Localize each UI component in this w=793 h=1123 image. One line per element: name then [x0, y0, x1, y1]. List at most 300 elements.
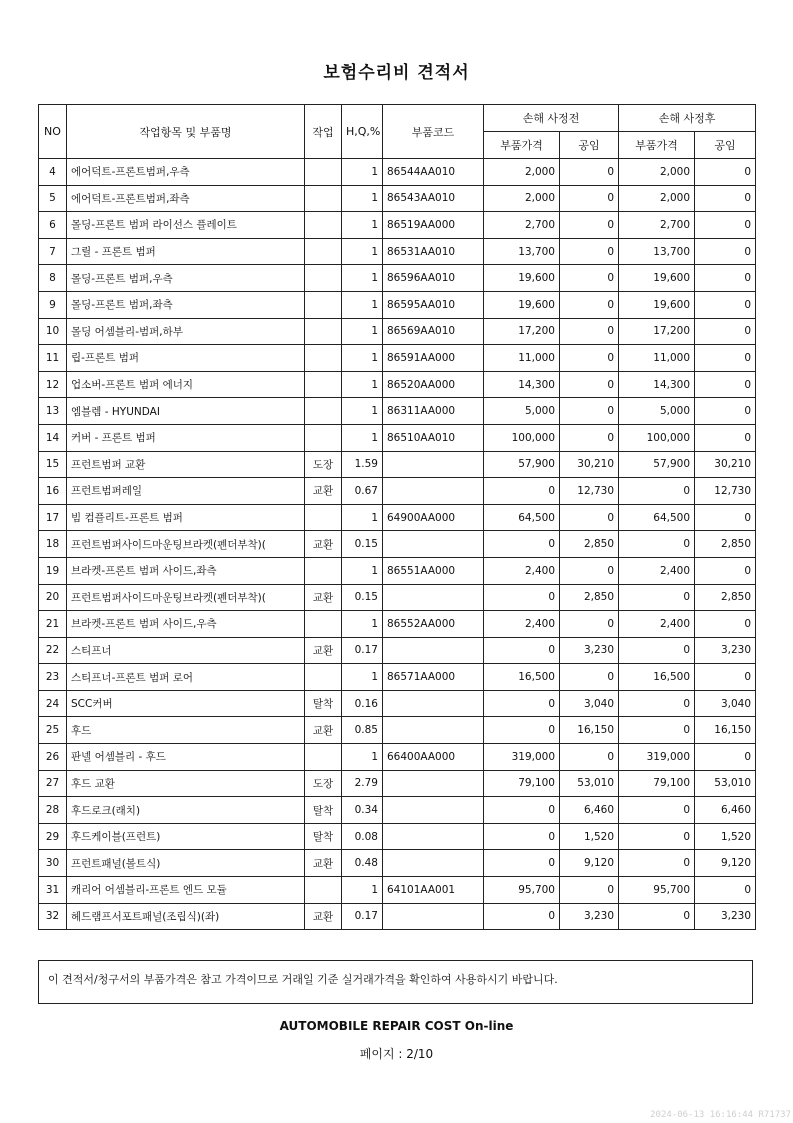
cell-item-name: 빔 컴플리트-프론트 범퍼	[67, 504, 305, 531]
cell-after-labor: 0	[695, 212, 756, 239]
cell-item-name: 후드케이블(프런트)	[67, 823, 305, 850]
cell-hq: 1	[342, 877, 383, 904]
cell-hq: 0.48	[342, 850, 383, 877]
cell-item-name: 몰딩-프론트 범퍼 라이선스 플레이트	[67, 212, 305, 239]
cell-hq: 1	[342, 424, 383, 451]
cell-before-parts-price: 0	[484, 717, 560, 744]
cell-hq: 0.67	[342, 478, 383, 505]
cell-before-labor: 0	[560, 424, 619, 451]
cell-before-labor: 0	[560, 557, 619, 584]
cell-item-name: 그릴 - 프론트 범퍼	[67, 238, 305, 265]
header-after-parts-price: 부품가격	[619, 132, 695, 159]
cell-before-labor: 1,520	[560, 823, 619, 850]
cell-part-code: 86543AA010	[383, 185, 484, 212]
cell-no: 7	[39, 238, 67, 265]
cell-before-labor: 9,120	[560, 850, 619, 877]
cell-no: 19	[39, 557, 67, 584]
cell-no: 6	[39, 212, 67, 239]
table-row	[39, 850, 756, 877]
cell-hq: 0.17	[342, 903, 383, 930]
cell-before-parts-price: 0	[484, 584, 560, 611]
cell-part-code: 86552AA000	[383, 611, 484, 638]
cell-before-labor: 12,730	[560, 478, 619, 505]
cell-no: 21	[39, 611, 67, 638]
cell-no: 24	[39, 690, 67, 717]
cell-item-name: 커버 - 프론트 범퍼	[67, 424, 305, 451]
cell-work-type	[305, 159, 342, 186]
cell-before-parts-price: 2,400	[484, 557, 560, 584]
cell-work-type	[305, 371, 342, 398]
cell-after-labor: 0	[695, 345, 756, 372]
cell-no: 8	[39, 265, 67, 292]
cell-before-parts-price: 0	[484, 531, 560, 558]
cell-before-labor: 30,210	[560, 451, 619, 478]
cell-item-name: 몰딩 어셈블리-범퍼,하부	[67, 318, 305, 345]
cell-after-parts-price: 19,600	[619, 265, 695, 292]
cell-hq: 0.85	[342, 717, 383, 744]
cell-part-code	[383, 797, 484, 824]
cell-before-parts-price: 0	[484, 478, 560, 505]
cell-part-code: 86595AA010	[383, 291, 484, 318]
cell-after-parts-price: 57,900	[619, 451, 695, 478]
cell-before-parts-price: 11,000	[484, 345, 560, 372]
table-row	[39, 637, 756, 664]
table-row	[39, 557, 756, 584]
cell-work-type: 도장	[305, 451, 342, 478]
cell-before-parts-price: 0	[484, 823, 560, 850]
cell-before-labor: 0	[560, 159, 619, 186]
cell-after-parts-price: 0	[619, 823, 695, 850]
cell-part-code	[383, 850, 484, 877]
cell-after-labor: 12,730	[695, 478, 756, 505]
cell-hq: 2.79	[342, 770, 383, 797]
table-row	[39, 424, 756, 451]
cell-before-labor: 0	[560, 185, 619, 212]
table-row	[39, 903, 756, 930]
cell-before-parts-price: 2,700	[484, 212, 560, 239]
cell-item-name: 판넬 어셈블리 - 후드	[67, 744, 305, 771]
cell-no: 13	[39, 398, 67, 425]
header-item: 작업항목 및 부품명	[67, 105, 305, 159]
cell-after-parts-price: 16,500	[619, 664, 695, 691]
cell-after-labor: 0	[695, 504, 756, 531]
table-row	[39, 371, 756, 398]
cell-before-parts-price: 64,500	[484, 504, 560, 531]
cell-after-labor: 3,230	[695, 637, 756, 664]
cell-no: 15	[39, 451, 67, 478]
cell-after-labor: 0	[695, 557, 756, 584]
cell-before-labor: 6,460	[560, 797, 619, 824]
header-hq: H,Q,%	[342, 105, 383, 159]
cell-work-type: 교환	[305, 478, 342, 505]
cell-after-parts-price: 0	[619, 478, 695, 505]
table-row	[39, 398, 756, 425]
cell-after-labor: 3,040	[695, 690, 756, 717]
cell-part-code	[383, 637, 484, 664]
header-after-labor: 공임	[695, 132, 756, 159]
cell-no: 22	[39, 637, 67, 664]
cell-after-parts-price: 2,400	[619, 611, 695, 638]
cell-no: 28	[39, 797, 67, 824]
cell-work-type	[305, 291, 342, 318]
cell-after-labor: 53,010	[695, 770, 756, 797]
header-code: 부품코드	[383, 105, 484, 159]
cell-work-type: 탈착	[305, 797, 342, 824]
cell-no: 32	[39, 903, 67, 930]
table-row	[39, 877, 756, 904]
header-before-group: 손해 사정전	[484, 105, 619, 132]
page-number: 페이지 : 2/10	[359, 1047, 434, 1061]
cell-no: 12	[39, 371, 67, 398]
cell-hq: 1	[342, 345, 383, 372]
cell-item-name: 스티프너	[67, 637, 305, 664]
cell-before-parts-price: 5,000	[484, 398, 560, 425]
cell-part-code	[383, 717, 484, 744]
cell-no: 14	[39, 424, 67, 451]
cell-hq: 1	[342, 318, 383, 345]
cell-before-labor: 0	[560, 504, 619, 531]
cell-before-labor: 16,150	[560, 717, 619, 744]
cell-part-code	[383, 903, 484, 930]
cell-after-labor: 2,850	[695, 531, 756, 558]
table-row	[39, 797, 756, 824]
cell-no: 18	[39, 531, 67, 558]
cell-hq: 1	[342, 185, 383, 212]
cell-before-labor: 53,010	[560, 770, 619, 797]
cell-after-parts-price: 64,500	[619, 504, 695, 531]
cell-hq: 0.16	[342, 690, 383, 717]
cell-before-labor: 0	[560, 744, 619, 771]
cell-no: 27	[39, 770, 67, 797]
cell-hq: 0.15	[342, 584, 383, 611]
table-row	[39, 238, 756, 265]
cell-before-labor: 0	[560, 265, 619, 292]
cell-part-code: 86544AA010	[383, 159, 484, 186]
cell-work-type	[305, 611, 342, 638]
cell-after-parts-price: 19,600	[619, 291, 695, 318]
cell-work-type: 도장	[305, 770, 342, 797]
cell-before-parts-price: 2,000	[484, 185, 560, 212]
cell-after-parts-price: 14,300	[619, 371, 695, 398]
table-row	[39, 504, 756, 531]
cell-item-name: 후드	[67, 717, 305, 744]
cell-after-labor: 0	[695, 159, 756, 186]
cell-hq: 1	[342, 664, 383, 691]
cell-part-code	[383, 770, 484, 797]
cell-after-labor: 0	[695, 424, 756, 451]
cell-no: 23	[39, 664, 67, 691]
cell-before-labor: 3,230	[560, 903, 619, 930]
cell-hq: 1	[342, 159, 383, 186]
cell-after-labor: 0	[695, 877, 756, 904]
cell-work-type	[305, 398, 342, 425]
cell-after-parts-price: 2,400	[619, 557, 695, 584]
cell-work-type	[305, 318, 342, 345]
cell-hq: 1	[342, 371, 383, 398]
cell-after-parts-price: 11,000	[619, 345, 695, 372]
cell-part-code: 86531AA010	[383, 238, 484, 265]
cell-after-parts-price: 13,700	[619, 238, 695, 265]
cell-part-code: 66400AA000	[383, 744, 484, 771]
cell-before-labor: 0	[560, 398, 619, 425]
cell-after-parts-price: 0	[619, 717, 695, 744]
cell-before-parts-price: 0	[484, 903, 560, 930]
cell-work-type: 교환	[305, 584, 342, 611]
cell-before-parts-price: 57,900	[484, 451, 560, 478]
cell-item-name: 후드로크(래치)	[67, 797, 305, 824]
cell-part-code: 86311AA000	[383, 398, 484, 425]
cell-before-labor: 3,040	[560, 690, 619, 717]
cell-after-parts-price: 0	[619, 531, 695, 558]
cell-item-name: 브라켓-프론트 범퍼 사이드,우측	[67, 611, 305, 638]
cell-item-name: 헤드램프서포트패널(조립식)(좌)	[67, 903, 305, 930]
cell-hq: 0.15	[342, 531, 383, 558]
cell-item-name: 스티프너-프론트 범퍼 로어	[67, 664, 305, 691]
cell-before-labor: 3,230	[560, 637, 619, 664]
cell-work-type: 교환	[305, 637, 342, 664]
table-row	[39, 744, 756, 771]
cell-after-parts-price: 17,200	[619, 318, 695, 345]
table-row	[39, 770, 756, 797]
cell-hq: 1	[342, 504, 383, 531]
header-after-group: 손해 사정후	[619, 105, 756, 132]
cell-work-type	[305, 664, 342, 691]
cell-before-parts-price: 2,400	[484, 611, 560, 638]
cell-work-type	[305, 557, 342, 584]
cell-after-parts-price: 95,700	[619, 877, 695, 904]
cell-after-labor: 0	[695, 398, 756, 425]
cell-part-code: 86519AA000	[383, 212, 484, 239]
cell-after-parts-price: 0	[619, 637, 695, 664]
cell-before-parts-price: 319,000	[484, 744, 560, 771]
cell-after-labor: 0	[695, 238, 756, 265]
header-work: 작업	[305, 105, 342, 159]
cell-item-name: 립-프론트 범퍼	[67, 345, 305, 372]
cell-hq: 1	[342, 744, 383, 771]
cell-after-labor: 0	[695, 664, 756, 691]
cell-item-name: 후드 교환	[67, 770, 305, 797]
cell-no: 9	[39, 291, 67, 318]
cell-part-code: 86596AA010	[383, 265, 484, 292]
cell-after-labor: 0	[695, 265, 756, 292]
cell-before-labor: 0	[560, 291, 619, 318]
cell-before-parts-price: 14,300	[484, 371, 560, 398]
table-row	[39, 159, 756, 186]
table-row	[39, 664, 756, 691]
cell-part-code	[383, 531, 484, 558]
cell-after-labor: 0	[695, 371, 756, 398]
cell-work-type	[305, 504, 342, 531]
cell-work-type	[305, 265, 342, 292]
cell-after-labor: 2,850	[695, 584, 756, 611]
estimate-rows	[39, 159, 756, 930]
cell-part-code: 86569AA010	[383, 318, 484, 345]
cell-after-labor: 0	[695, 318, 756, 345]
cell-before-parts-price: 0	[484, 850, 560, 877]
cell-no: 26	[39, 744, 67, 771]
cell-before-labor: 2,850	[560, 584, 619, 611]
table-row	[39, 345, 756, 372]
cell-part-code	[383, 478, 484, 505]
cell-part-code	[383, 690, 484, 717]
cell-after-labor: 16,150	[695, 717, 756, 744]
cell-item-name: 프런트범퍼사이드마운팅브라켓(펜더부착)(	[67, 584, 305, 611]
cell-after-labor: 0	[695, 291, 756, 318]
cell-item-name: 프런트범퍼 교환	[67, 451, 305, 478]
cell-after-parts-price: 319,000	[619, 744, 695, 771]
cell-after-parts-price: 100,000	[619, 424, 695, 451]
cell-part-code: 86591AA000	[383, 345, 484, 372]
cell-after-parts-price: 0	[619, 584, 695, 611]
cell-part-code	[383, 451, 484, 478]
cell-work-type: 교환	[305, 903, 342, 930]
cell-after-labor: 6,460	[695, 797, 756, 824]
table-row	[39, 690, 756, 717]
cell-after-labor: 0	[695, 185, 756, 212]
cell-hq: 1	[342, 611, 383, 638]
cell-item-name: 캐리어 어셈블리-프론트 엔드 모듈	[67, 877, 305, 904]
header-no: NO	[39, 105, 67, 159]
cell-item-name: SCC커버	[67, 690, 305, 717]
cell-work-type	[305, 345, 342, 372]
cell-hq: 0.34	[342, 797, 383, 824]
cell-work-type	[305, 877, 342, 904]
cell-after-parts-price: 5,000	[619, 398, 695, 425]
cell-part-code: 86551AA000	[383, 557, 484, 584]
table-row	[39, 611, 756, 638]
header-before-parts-price: 부품가격	[484, 132, 560, 159]
cell-work-type	[305, 212, 342, 239]
cell-after-parts-price: 2,000	[619, 185, 695, 212]
cell-work-type	[305, 185, 342, 212]
cell-item-name: 에어덕트-프론트범퍼,우측	[67, 159, 305, 186]
table-row	[39, 212, 756, 239]
cell-no: 5	[39, 185, 67, 212]
print-stamp: 2024-06-13 16:16:44 R71737	[650, 1110, 791, 1120]
cell-before-parts-price: 19,600	[484, 291, 560, 318]
cell-no: 16	[39, 478, 67, 505]
cell-part-code	[383, 584, 484, 611]
cell-hq: 1	[342, 212, 383, 239]
cell-before-parts-price: 0	[484, 797, 560, 824]
table-row	[39, 823, 756, 850]
header-before-labor: 공임	[560, 132, 619, 159]
cell-before-labor: 0	[560, 371, 619, 398]
cell-before-parts-price: 100,000	[484, 424, 560, 451]
cell-after-parts-price: 0	[619, 903, 695, 930]
table-row	[39, 478, 756, 505]
cell-before-labor: 0	[560, 345, 619, 372]
cell-after-parts-price: 0	[619, 850, 695, 877]
cell-part-code: 86520AA000	[383, 371, 484, 398]
cell-no: 4	[39, 159, 67, 186]
cell-before-parts-price: 19,600	[484, 265, 560, 292]
cell-part-code: 64900AA000	[383, 504, 484, 531]
cell-after-parts-price: 0	[619, 797, 695, 824]
cell-item-name: 몰딩-프론트 범퍼,좌측	[67, 291, 305, 318]
cell-item-name: 엠블렘 - HYUNDAI	[67, 398, 305, 425]
cell-work-type	[305, 744, 342, 771]
cell-before-parts-price: 2,000	[484, 159, 560, 186]
cell-before-labor: 0	[560, 318, 619, 345]
table-row	[39, 291, 756, 318]
cell-after-labor: 3,230	[695, 903, 756, 930]
cell-no: 11	[39, 345, 67, 372]
cell-after-parts-price: 79,100	[619, 770, 695, 797]
cell-work-type: 교환	[305, 850, 342, 877]
cell-before-labor: 0	[560, 212, 619, 239]
cell-no: 25	[39, 717, 67, 744]
cell-before-parts-price: 79,100	[484, 770, 560, 797]
cell-item-name: 업소버-프론트 범퍼 에너지	[67, 371, 305, 398]
cell-before-parts-price: 17,200	[484, 318, 560, 345]
cell-no: 20	[39, 584, 67, 611]
cell-hq: 0.17	[342, 637, 383, 664]
cell-before-labor: 2,850	[560, 531, 619, 558]
table-row	[39, 451, 756, 478]
cell-item-name: 프런트범퍼레일	[67, 478, 305, 505]
cell-after-parts-price: 2,000	[619, 159, 695, 186]
cell-hq: 1	[342, 265, 383, 292]
cell-hq: 1	[342, 557, 383, 584]
cell-before-labor: 0	[560, 664, 619, 691]
cell-hq: 1	[342, 238, 383, 265]
cell-no: 31	[39, 877, 67, 904]
cell-hq: 1	[342, 398, 383, 425]
estimate-table	[38, 104, 756, 930]
cell-work-type: 탈착	[305, 823, 342, 850]
cell-before-parts-price: 13,700	[484, 238, 560, 265]
cell-no: 30	[39, 850, 67, 877]
cell-part-code	[383, 823, 484, 850]
cell-hq: 1.59	[342, 451, 383, 478]
cell-after-labor: 9,120	[695, 850, 756, 877]
cell-item-name: 에어덕트-프론트범퍼,좌측	[67, 185, 305, 212]
document-title: 보험수리비 견적서	[323, 63, 470, 83]
cell-item-name: 프런트범퍼사이드마운팅브라켓(펜더부착)(	[67, 531, 305, 558]
cell-hq: 0.08	[342, 823, 383, 850]
cell-part-code: 86571AA000	[383, 664, 484, 691]
cell-after-labor: 0	[695, 744, 756, 771]
system-name: AUTOMOBILE REPAIR COST On-line	[279, 1019, 514, 1033]
cell-no: 17	[39, 504, 67, 531]
table-row	[39, 185, 756, 212]
cell-before-parts-price: 0	[484, 637, 560, 664]
cell-work-type: 탈착	[305, 690, 342, 717]
cell-no: 29	[39, 823, 67, 850]
cell-before-labor: 0	[560, 611, 619, 638]
cell-after-labor: 1,520	[695, 823, 756, 850]
cell-work-type: 교환	[305, 531, 342, 558]
table-row	[39, 717, 756, 744]
cell-part-code: 64101AA001	[383, 877, 484, 904]
cell-before-parts-price: 16,500	[484, 664, 560, 691]
cell-after-parts-price: 2,700	[619, 212, 695, 239]
cell-before-parts-price: 0	[484, 690, 560, 717]
price-notice: 이 견적서/청구서의 부품가격은 참고 가격이므로 거래일 기준 실거래가격을 확인하여 사용하시기 바랍니다.	[38, 960, 753, 1004]
cell-work-type	[305, 238, 342, 265]
table-row	[39, 584, 756, 611]
table-row	[39, 318, 756, 345]
cell-no: 10	[39, 318, 67, 345]
cell-hq: 1	[342, 291, 383, 318]
cell-before-parts-price: 95,700	[484, 877, 560, 904]
cell-before-labor: 0	[560, 238, 619, 265]
cell-after-labor: 0	[695, 611, 756, 638]
cell-after-labor: 30,210	[695, 451, 756, 478]
cell-work-type: 교환	[305, 717, 342, 744]
cell-after-parts-price: 0	[619, 690, 695, 717]
